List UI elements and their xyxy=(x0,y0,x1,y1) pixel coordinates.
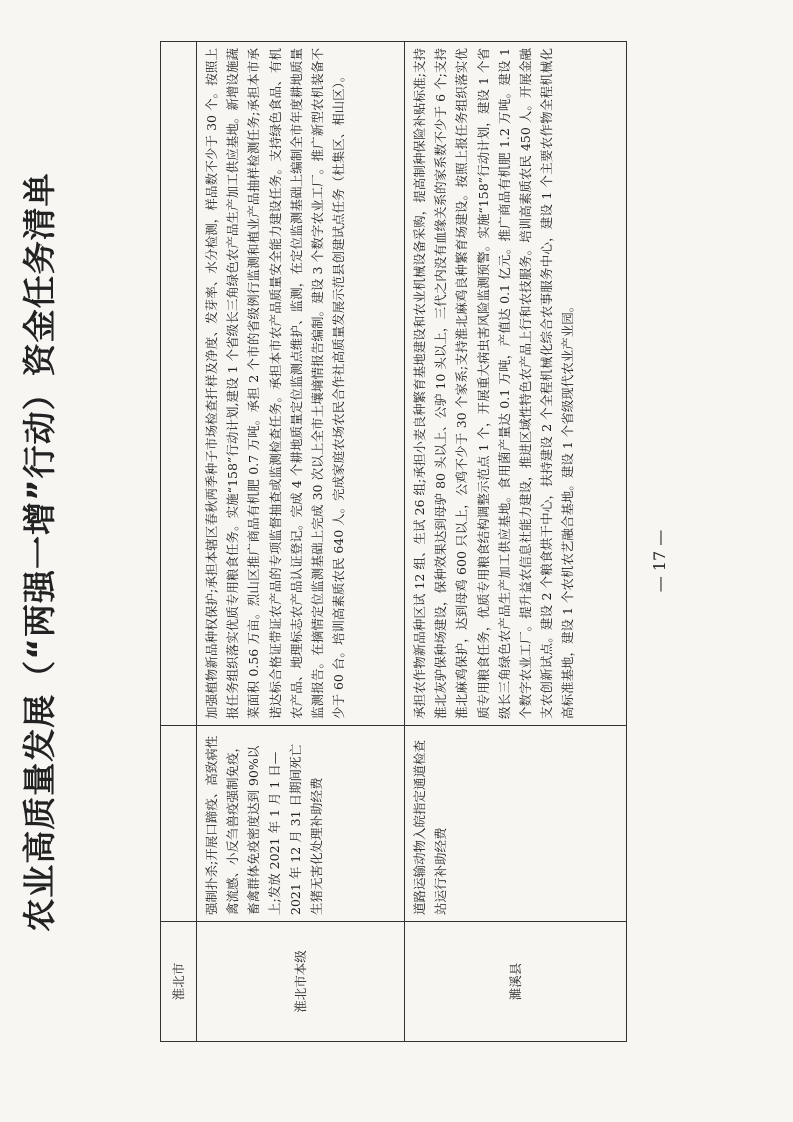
table-row xyxy=(405,42,627,1042)
document-title: 农业高质量发展（“两强一增”行动）资金任务清单 xyxy=(20,172,59,932)
unit-cell: 淮北市本级 xyxy=(197,922,405,1042)
city-row xyxy=(161,42,197,1042)
project-cell: 强制扑杀;开展口蹄疫、高致病性禽流感、小反刍兽疫强制免疫，畜禽群体免疫密度达到 90%以上;发放 2021 年 1 月 1 日—2021 年 12 月 31 日期间死亡生猪无害化处理补助经费 xyxy=(197,726,405,922)
content-cell: 承担农作物新品种区试 12 组、生试 26 组;承担小麦良种繁育基地建设和农业机械设备采购，提高制种保险补贴标准;支持淮北灰驴保种场建设，保种效果达到母驴 80 头以上、公驴 10 头以上，三代之内没有血缘关系的家系数不少于 6 个;支持淮北麻鸡保护，达到母鸡 600 只以上，公鸡不少于 30 个家系;支持淮北麻鸡良种繁育场建设。按照上报任务组织落实优质专用粮食任务，优质专用粮食结构调整示范点 1 个，开展重大病虫害风险监测预警。实施“158”行动计划，建设 1 个省级长三角绿色农产品生产加工供应基地。食用菌产量达 0.1 万吨，产值达 0.1 亿元。推广商品有机肥 1.2 万吨。建设 1 个数字农业工厂。提升益农信息社能力建设，推进区域性特色农产品上行和农技服务。培训高素质农民 450 人。开展金融支农创新试点。建设 2 个粮食烘干中心，扶持建设 2 个全程机械化综合农事服务中心，建设 1 个主要农作物全程机械化高标准基地，建设 1 个农机农艺融合基地。建设 1 个省级现代农业产业园。 xyxy=(405,42,627,726)
project-cell: 道路运输动物入皖指定通道检查站运行补助经费 xyxy=(405,726,627,922)
content-cell: 加强植物新品种权保护;承担本辖区春秋两季种子市场检查扦样及净度、发芽率、水分检测，样品数不少于 30 个。按照上报任务组织落实优质专用粮食任务。实施“158”行动计划,建设 1 个省级长三角绿色农产品生产加工供应基地。新增设施蔬菜面积 0.56 万亩。烈山区推广商品有机肥 0.7 万吨。承担 2 个市的省级例行监测和植业产品抽样检测任务;承担本市承诺达标合格证带证农产品的专项监督抽查或监测检查任务。承担本市农产品质量安全能力建设任务。支持绿色食品、有机农产品、地理标志农产品认证登记。完成 4 个耕地质量定位监测点维护、监测，在定位监测基础上编制全市年度耕地质量监测报告。在摘情定位监测基础上完成 30 次以上全市土壤墒情报告编制。建设 3 个数字农业工厂。推广新型农机装备不少于 60 台。培训高素质农民 640 人。完成家庭农场农民合作社高质量发展示范县创建试点任务（杜集区、相山区）。 xyxy=(197,42,405,726)
city-project-cell xyxy=(161,726,197,922)
page-number: — 17 — xyxy=(650,529,669,593)
unit-cell: 濉溪县 xyxy=(405,922,627,1042)
city-cell: 淮北市 xyxy=(161,922,197,1042)
city-content-cell xyxy=(161,42,197,726)
task-table xyxy=(160,41,627,1042)
table-row xyxy=(197,42,405,1042)
